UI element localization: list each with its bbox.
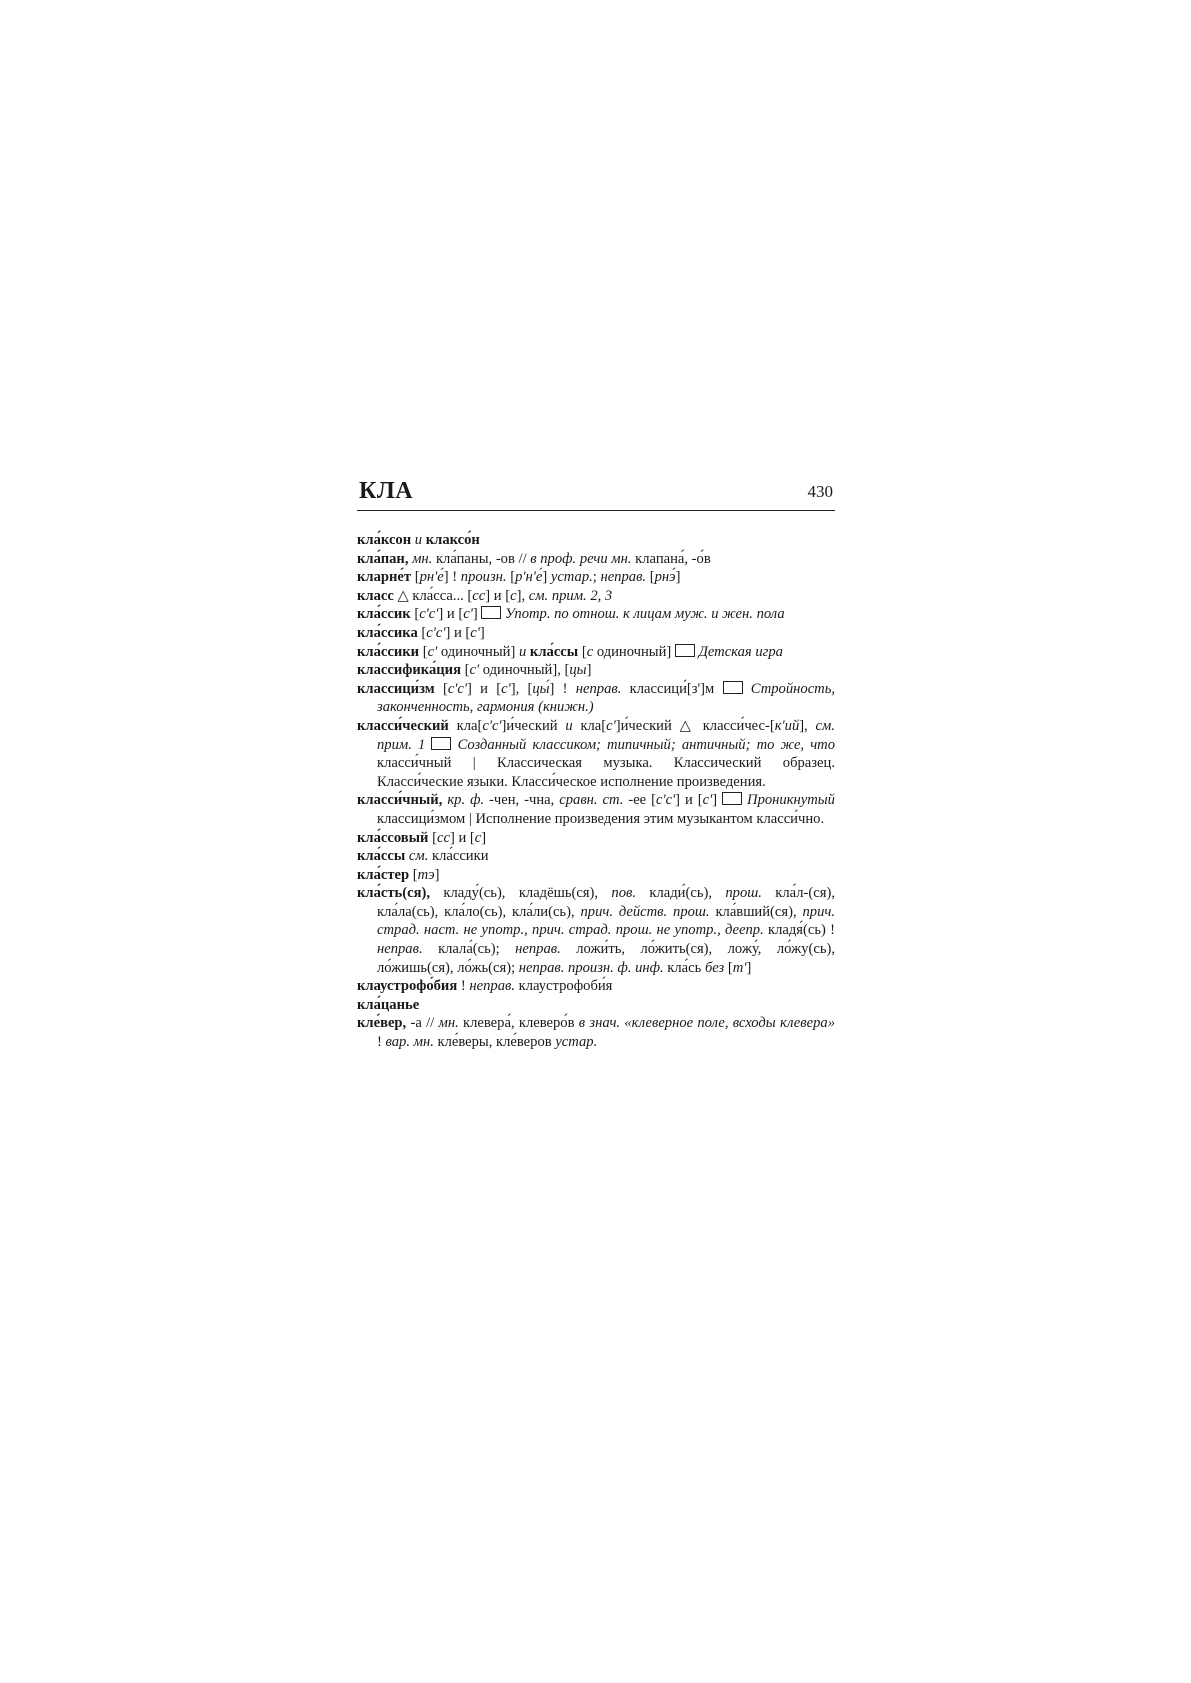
entry-note: с'с' [655, 792, 676, 809]
page-header [357, 476, 835, 511]
entry-text: ] ! [549, 680, 576, 697]
entry-headword: кларне́т [357, 569, 412, 586]
entry-headword: кла́стер [357, 866, 410, 883]
entry-note: устар. [555, 1034, 598, 1051]
dictionary-entry [357, 680, 835, 717]
entry-note: мн. [438, 1015, 464, 1032]
entry-text: ] и [ [675, 792, 703, 809]
entry-text: классици́змом | Исполнение произведения этим музыкантом класси́чно. [377, 810, 825, 827]
entry-text: ! [377, 1034, 386, 1051]
entry-text: ] [472, 606, 482, 623]
usage-note-box-icon [675, 644, 695, 657]
entry-note: с [510, 587, 517, 604]
entry-text: ] [542, 569, 551, 586]
entry-text: ] и [ [445, 624, 471, 641]
entry-note: в проф. речи мн. [530, 550, 636, 567]
entry-note: цы́ [532, 680, 550, 697]
entry-headword: класси́чный, [357, 792, 443, 809]
entry-note: с'с' [447, 680, 468, 697]
entry-text: [ [409, 866, 418, 883]
entry-text: клала́(сь); [438, 941, 516, 958]
entry-text: кла[ [448, 717, 483, 734]
entry-variant: клаксо́н [425, 532, 480, 548]
entry-text: клади́(сь), [649, 885, 726, 902]
entry-note: кр. ф. [442, 792, 490, 809]
entry-note: сравн. ст. [559, 792, 629, 809]
dictionary-entry [357, 791, 835, 828]
entry-note: сс [472, 587, 486, 604]
entry-text: ] [479, 624, 485, 641]
entry-text: ], [799, 717, 816, 734]
dictionary-entry [357, 717, 835, 791]
entry-text: одиночный] [593, 643, 675, 660]
entry-note: с' [702, 792, 713, 809]
entry-note: произн. [460, 569, 511, 586]
entry-text: ]и́ческий △ класси́чес-[ [615, 717, 775, 734]
entry-text: клапана́, -о́в [635, 550, 711, 567]
entry-text: ] ! [443, 569, 461, 586]
entry-headword: кла́ссы [357, 848, 406, 865]
entry-note: вар. мн. [385, 1034, 438, 1051]
dictionary-entry [357, 977, 835, 996]
entry-note: с' [463, 606, 473, 623]
usage-note-box-icon [723, 681, 743, 694]
entry-note: неправ. [600, 569, 650, 586]
entry-note: т' [732, 959, 747, 976]
entry-note: пов. [611, 885, 650, 902]
entry-headword: кле́вер, [357, 1015, 407, 1032]
entry-text: одиночный] [437, 643, 519, 660]
dictionary-entry [357, 884, 835, 977]
entry-headword: кла́ссовый [357, 829, 429, 846]
entry-note: прош. [725, 885, 776, 902]
entry-note: сс [436, 829, 450, 846]
entry-text: классици́[з']м [629, 680, 723, 697]
entry-note: с'с' [419, 606, 439, 623]
entry-note: цы [569, 662, 587, 679]
entry-text: ] и [ [467, 680, 502, 697]
dictionary-entry [357, 643, 835, 662]
entry-text: [ [428, 829, 437, 846]
entry-text: ложи́ть, ло́жить(ся), ложу́, ло́жу(сь), ло́жишь(ся), ло́жь(ся); [377, 941, 835, 976]
entry-headword: класс [357, 587, 394, 604]
entry-text: [ [411, 569, 420, 586]
entry-text: ] [434, 866, 440, 883]
entry-headword: классици́зм [357, 680, 435, 697]
entry-note: с'с' [426, 624, 446, 641]
page-number: 430 [807, 482, 833, 501]
entry-text: одиночный], [ [479, 662, 570, 679]
entry-text: кла́вший(ся), [715, 903, 803, 920]
entry-text: кла́л-(ся), кла́ла(сь), кла́ло(сь), кла́ли(сь), [377, 885, 835, 920]
dictionary-entry [357, 847, 835, 866]
entry-text: клаустрофоби́я [518, 978, 613, 995]
entry-text: клевера́, клеверо́в [463, 1015, 579, 1032]
entry-note: см. [405, 848, 432, 865]
entry-text: ], [516, 587, 529, 604]
entry-text: кладу́(сь), кладёшь(ся), [430, 885, 612, 902]
entry-headword: класси́ческий [357, 717, 449, 734]
entry-note: устар. [550, 569, 593, 586]
entry-headword: кла́ссик [357, 606, 411, 623]
entry-text: кла[ [580, 717, 607, 734]
entry-text: [ [419, 643, 428, 660]
usage-note-box-icon [722, 792, 742, 805]
entry-note: прич. страд. наст. не употр., прич. страд. прош. не употр., деепр. [377, 903, 835, 939]
entry-headword: кла́ксон [357, 532, 412, 548]
dictionary-entry [357, 568, 835, 587]
entry-text: ] [675, 569, 681, 586]
dictionary-entry [357, 605, 835, 624]
entry-note: Употр. по отнош. к лицам муж. и жен. пола [501, 606, 785, 623]
entry-note: см. прим. 2, 3 [528, 587, 613, 604]
entry-note: Детская игра [694, 643, 783, 660]
entry-text: [ [460, 662, 470, 679]
dictionary-entry [357, 866, 835, 885]
entry-note: без [704, 959, 725, 976]
entry-note: см. прим. 1 [377, 717, 835, 753]
entry-text: -чен, -чна, [489, 792, 560, 809]
entry-headword: кла́пан, [357, 550, 409, 567]
entry-note: в знач. «клеверное поле, всходы клевера» [578, 1015, 835, 1032]
entry-text: кладя́(сь) ! [768, 922, 835, 939]
entry-note: Проникнутый [742, 792, 835, 809]
entry-text: ] [712, 792, 723, 809]
entry-text: ; [592, 569, 601, 586]
entry-text: ]и́ческий [501, 717, 566, 734]
entry-text: -а // [406, 1015, 439, 1032]
entry-note: Созданный классиком; типичный; античный; то же, что [451, 736, 836, 753]
entry-text: ] [586, 662, 592, 679]
entry-text: кла́сь [667, 959, 705, 976]
entry-note: и [411, 532, 426, 548]
entry-note: рнэ́ [654, 569, 676, 586]
entry-variant: кла́ссы [529, 643, 579, 660]
dictionary-entry [357, 829, 835, 848]
entry-note: неправ. [515, 941, 577, 958]
entry-text: ! [457, 978, 470, 995]
entry-note: с' [427, 643, 438, 660]
entry-note: тэ [417, 866, 435, 883]
usage-note-box-icon [481, 606, 501, 619]
usage-note-box-icon [431, 737, 451, 750]
entry-text: кла́ссики [432, 848, 489, 865]
entry-headword: кла́цанье [357, 996, 420, 1013]
entry-note: рн'е́ [419, 569, 444, 586]
entry-text: [ [434, 680, 448, 697]
entry-text: класси́чный | Классическая музыка. Классический образец. Класси́ческие языки. Класси́ческое исполнение произведения. [377, 755, 835, 790]
entry-text: [ [410, 606, 420, 623]
dictionary-entry [357, 531, 835, 550]
dictionary-entry [357, 996, 835, 1015]
dictionary-entry [357, 1014, 835, 1051]
entry-note: с' [470, 624, 480, 641]
entry-text: [ [417, 624, 427, 641]
entry-note: с' [469, 662, 480, 679]
entry-note: с' [501, 680, 511, 697]
entry-text: кла́паны, -ов // [435, 550, 531, 567]
dictionary-page [357, 476, 835, 1052]
entry-note: прич. действ. прош. [580, 903, 716, 920]
entry-text: [ [510, 569, 516, 586]
entry-text: ] и [ [485, 587, 511, 604]
entry-text: кле́веры, кле́веров [437, 1034, 556, 1051]
entry-note: мн. [408, 550, 436, 567]
entry-headword: кла́сть(ся), [357, 885, 430, 902]
entry-headword: кла́ссики [357, 643, 420, 660]
entry-text: [ [649, 569, 655, 586]
entry-note: и [565, 717, 581, 734]
entry-text: ], [ [510, 680, 533, 697]
entry-headword: клаустрофо́бия [357, 978, 458, 995]
entry-note: неправ. [575, 680, 630, 697]
entry-note: неправ. [469, 978, 519, 995]
entry-note: Стройность, законченность, гармония (книжн.) [377, 680, 835, 716]
entry-note: с' [606, 717, 616, 734]
entry-note: и [518, 643, 530, 660]
entry-note: к'ий [774, 717, 800, 734]
entry-text: ] и [ [438, 606, 464, 623]
entry-note: р'н'е́ [515, 569, 543, 586]
entry-text: ] [481, 829, 487, 846]
entry-headword: классифика́ция [357, 662, 461, 679]
entry-text: ] и [ [449, 829, 475, 846]
entry-text: △ кла́сса... [ [393, 587, 473, 604]
dictionary-entry [357, 587, 835, 606]
running-head: КЛА [359, 478, 414, 504]
entry-note: с'с' [482, 717, 502, 734]
entry-text: -ее [ [628, 792, 656, 809]
dictionary-entry [357, 661, 835, 680]
entry-note: с [474, 829, 482, 846]
entry-note: неправ. произн. ф. инф. [518, 959, 668, 976]
entry-headword: кла́ссика [357, 624, 418, 641]
dictionary-entry [357, 624, 835, 643]
entry-note: с [586, 643, 594, 660]
entry-text: [ [578, 643, 587, 660]
entry-note: неправ. [377, 941, 439, 958]
entry-list [357, 531, 835, 1052]
dictionary-entry [357, 550, 835, 569]
entry-text: [ [724, 959, 733, 976]
entry-text: ] [746, 959, 752, 976]
